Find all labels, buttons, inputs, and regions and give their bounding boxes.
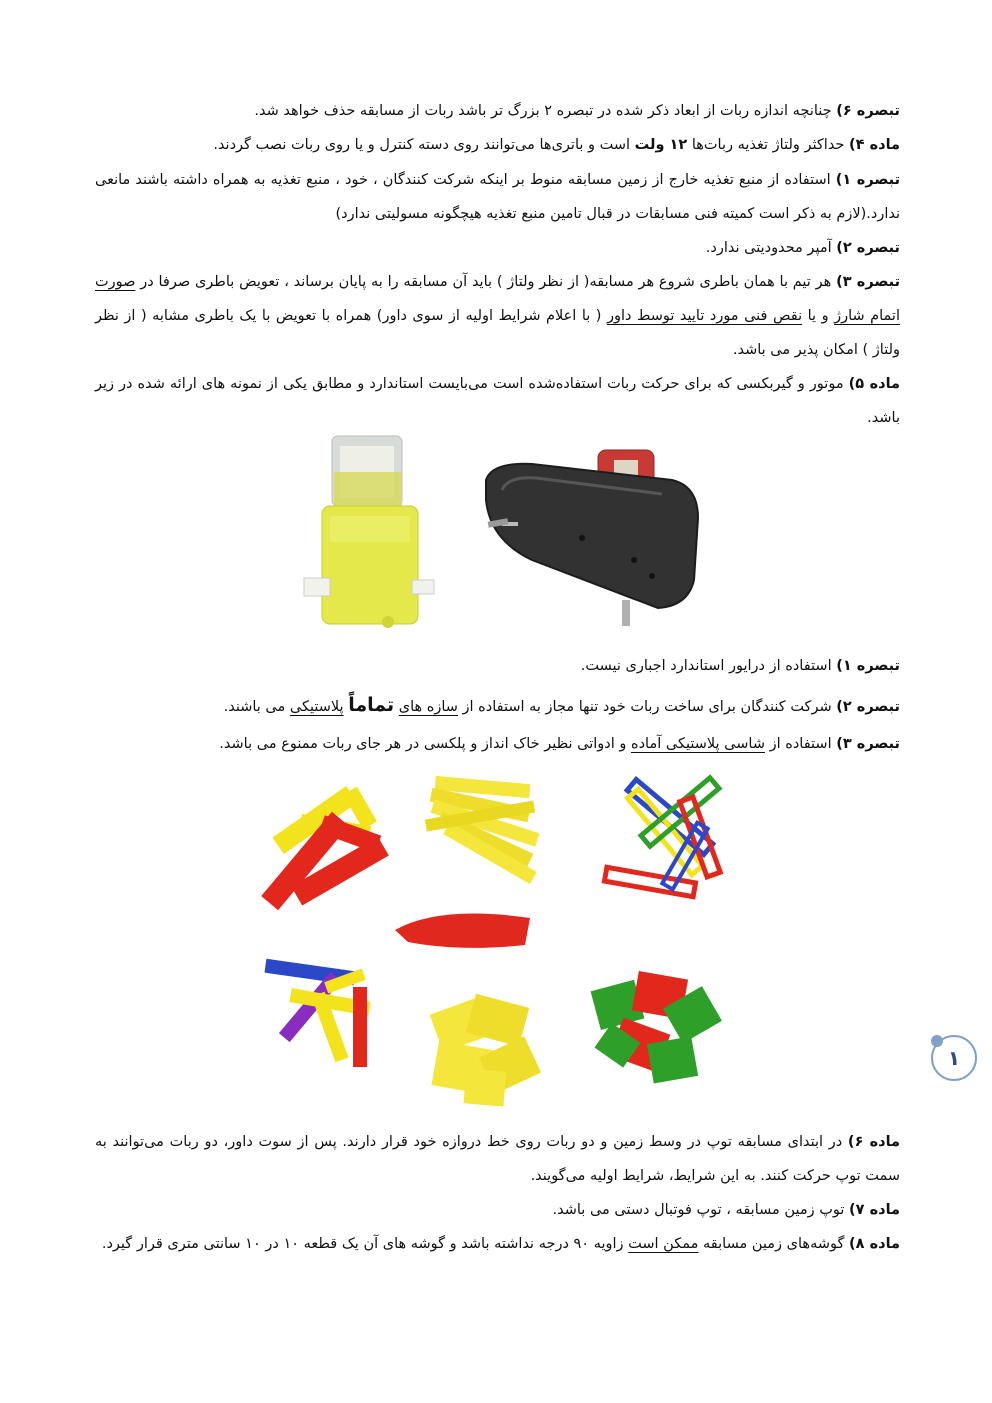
paragraph-note-1-driver — [95, 649, 900, 683]
paragraph-text: استفاده از منبع تغذیه خارج از زمین مسابقه منوط بر اینکه شرکت کنندگان ، خود ، منبع تغذیه به همراه داشته باشند مانعی ندارد.(لازم به ذکر است کمیته فنی مسابقات در قبال تامین منبع تغذیه هیچگونه مسولیتی ندارد) — [95, 172, 900, 222]
underlined-text: شاسی پلاستیکی آماده — [631, 736, 765, 752]
paragraph-note-3-chassis — [95, 727, 900, 761]
page-number-dot — [931, 1035, 943, 1047]
paragraph-article-7 — [95, 1193, 900, 1227]
paragraph-text: استفاده از درایور استاندارد اجباری نیست. — [580, 658, 832, 674]
paragraph-article-5 — [95, 367, 900, 435]
plastic-parts-image — [240, 770, 740, 1115]
paragraph-article-8 — [95, 1227, 900, 1261]
article-label: ماده ۷) — [849, 1202, 900, 1218]
note-label: تبصره ۲) — [836, 699, 900, 715]
bold-text: ۱۲ ولت — [634, 137, 688, 153]
paragraph-article-6 — [95, 1125, 900, 1193]
note-label: تبصره ۲) — [836, 240, 900, 256]
paragraph-note-1-power — [95, 163, 900, 231]
note-label: تبصره ۳) — [836, 736, 900, 752]
paragraph-text: آمپر محدودیتی ندارد. — [705, 240, 832, 256]
note-label: تبصره ۶) — [836, 103, 900, 119]
paragraph-text: موتور و گیربکسی که برای حرکت ربات استفاده‌شده است می‌بایست استاندارد و مطابق یکی از نمونه های ارائه شده در زیر باشد. — [95, 376, 900, 426]
paragraph-text: و ادواتی نظیر خاک انداز و پلکسی در هر جای ربات ممنوع می باشد. — [219, 736, 627, 752]
paragraph-text: هر تیم با همان باطری شروع هر مسابقه( از نظر ولتاژ ) باید آن مسابقه را به پایان برساند ، تعویض باطری صرفا در — [140, 274, 832, 290]
paragraph-text: می باشند. — [223, 699, 286, 715]
note-label: تبصره ۱) — [836, 658, 900, 674]
underlined-text: صورت اتمام شارژ — [95, 274, 900, 324]
paragraph-text: استفاده از — [769, 736, 832, 752]
note-label: تبصره ۳) — [836, 274, 901, 290]
paragraph-text: گوشه‌های زمین مسابقه — [703, 1236, 845, 1252]
paragraph-text: و یا — [807, 308, 829, 324]
paragraph-text: است و باتری‌ها می‌توانند روی دسته کنترل و یا روی ربات نصب گردند. — [213, 137, 631, 153]
paragraph-text: چنانچه اندازه ربات از ابعاد ذکر شده در تبصره ۲ بزرگ تر باشد ربات از مسابقه حذف خواهد شد. — [254, 103, 832, 119]
paragraph-note-2-plastic — [95, 688, 900, 724]
paragraph-note-2-amp — [95, 231, 900, 265]
paragraph-text: توپ زمین مسابقه ، توپ فوتبال دستی می باشد. — [552, 1202, 845, 1218]
article-label: ماده ۵) — [848, 376, 900, 392]
paragraph-article-4 — [95, 128, 900, 162]
black-gearbox-image — [462, 440, 722, 630]
paragraph-note-6 — [95, 94, 900, 128]
page-number-badge — [931, 1035, 977, 1081]
underlined-text: پلاستیکی — [289, 699, 344, 715]
paragraph-text: حداکثر ولتاژ تغذیه ربات‌ها — [691, 137, 845, 153]
underlined-text: نقص فنی مورد تایید توسط داور — [606, 308, 803, 324]
note-label: تبصره ۱) — [835, 172, 901, 188]
paragraph-text: شرکت کنندگان برای ساخت ربات خود تنها مجاز به استفاده از — [462, 699, 832, 715]
emphasized-text: تماماً — [348, 694, 395, 716]
page-number: ۱ — [947, 1046, 961, 1070]
paragraph-text: زاویه ۹۰ درجه نداشته باشد و گوشه های آن یک قطعه ۱۰ در ۱۰ سانتی متری قرار گیرد. — [101, 1236, 624, 1252]
paragraph-text: ( با اعلام شرایط اولیه از سوی داور) همراه با تعویض با یک باطری مشابه ( از نظر ولتاژ ) امکان پذیر می باشد. — [95, 308, 900, 358]
article-label: ماده ۴) — [849, 137, 900, 153]
paragraph-text: در ابتدای مسابقه توپ در وسط زمین و دو ربات روی خط دروازه خود قرار دارند. پس از سوت داور، دو ربات می‌توانند به سمت توپ حرکت کنند. به این شرایط، شرایط اولیه می‌گویند. — [95, 1134, 900, 1184]
article-label: ماده ۶) — [847, 1134, 900, 1150]
yellow-gear-motor-image — [300, 432, 440, 642]
underlined-text: سازه های — [398, 699, 458, 715]
paragraph-note-3-battery — [95, 265, 900, 367]
article-label: ماده ۸) — [849, 1236, 900, 1252]
underlined-text: ممکن است — [628, 1236, 699, 1252]
